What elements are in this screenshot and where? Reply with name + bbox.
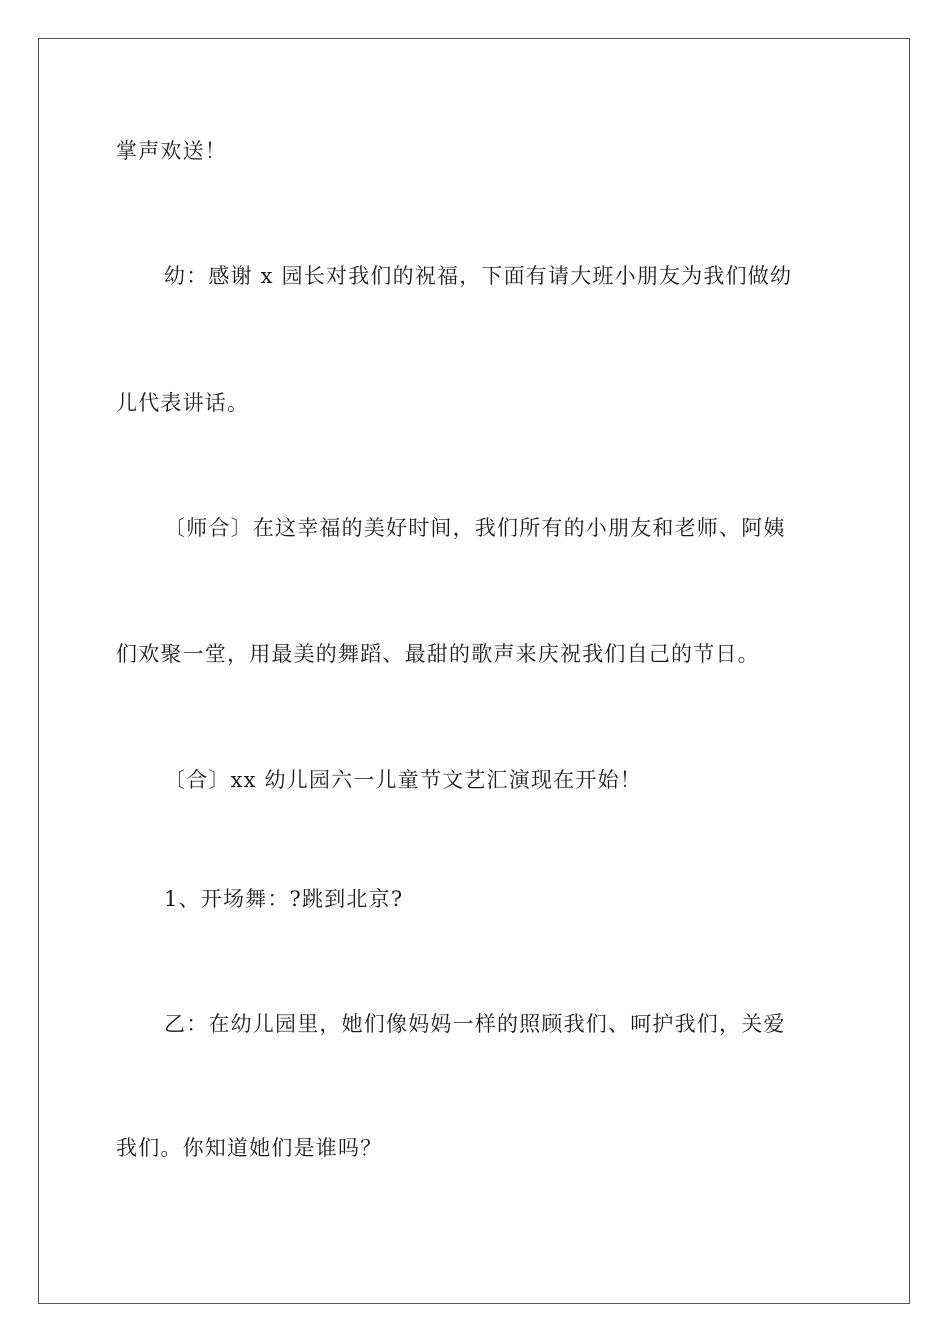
text-line-5: 们欢聚一堂，用最美的舞蹈、最甜的歌声来庆祝我们自己的节日。	[116, 642, 760, 666]
text-line-4: 〔师合〕在这幸福的美好时间，我们所有的小朋友和老师、阿姨	[164, 516, 786, 540]
text-line-3: 儿代表讲话。	[116, 391, 250, 415]
text-line-1: 掌声欢送！	[116, 139, 227, 163]
text-line-2: 幼：感谢 x 园长对我们的祝福，下面有请大班小朋友为我们做幼	[164, 264, 793, 288]
text-line-6: 〔合〕xx 幼儿园六一儿童节文艺汇演现在开始！	[164, 768, 642, 792]
text-line-9: 我们。你知道她们是谁吗？	[116, 1136, 383, 1160]
text-line-8: 乙：在幼儿园里，她们像妈妈一样的照顾我们、呵护我们，关爱	[164, 1012, 786, 1036]
text-line-7: 1、开场舞：?跳到北京?	[164, 887, 404, 911]
page-frame	[38, 38, 910, 1304]
